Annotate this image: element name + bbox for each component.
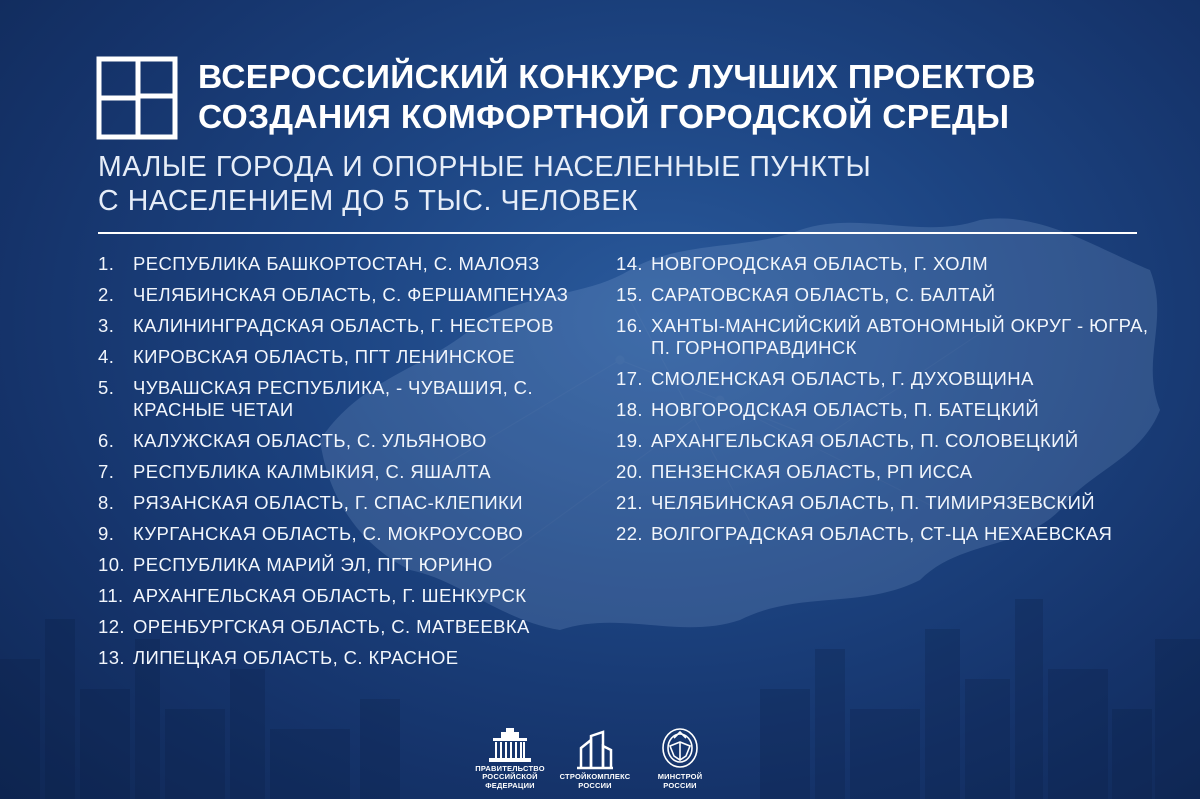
item-number: 4.	[98, 346, 115, 367]
item-number: 22.	[616, 523, 643, 544]
header-divider	[98, 232, 1137, 234]
item-number: 14.	[616, 253, 643, 274]
list-item	[616, 461, 1176, 483]
list-item	[98, 647, 608, 669]
title-line-1: ВСЕРОССИЙСКИЙ КОНКУРС ЛУЧШИХ ПРОЕКТОВ	[198, 59, 1036, 96]
list-item	[98, 315, 608, 337]
item-number: 19.	[616, 430, 643, 451]
list-item	[616, 399, 1176, 421]
list-item	[616, 284, 1176, 306]
item-number: 20.	[616, 461, 643, 482]
winners-list-right	[616, 253, 1176, 554]
item-text: НОВГОРОДСКАЯ ОБЛАСТЬ, Г. ХОЛМ	[651, 253, 989, 274]
double-headed-eagle-emblem-icon	[660, 726, 700, 770]
item-number: 12.	[98, 616, 125, 637]
item-text: НОВГОРОДСКАЯ ОБЛАСТЬ, П. БАТЕЦКИЙ	[651, 399, 1040, 420]
subtitle-line-1: МАЛЫЕ ГОРОДА И ОПОРНЫЕ НАСЕЛЕННЫЕ ПУНКТЫ	[98, 151, 872, 183]
item-number: 5.	[98, 377, 115, 398]
list-item	[616, 368, 1176, 390]
title-line-2: СОЗДАНИЯ КОМФОРТНОЙ ГОРОДСКОЙ СРЕДЫ	[198, 99, 1010, 136]
item-text: ЧЕЛЯБИНСКАЯ ОБЛАСТЬ, С. ФЕРШАМПЕНУАЗ	[133, 284, 569, 305]
item-number: 11.	[98, 585, 124, 606]
item-number: 21.	[616, 492, 643, 513]
list-item	[98, 253, 608, 275]
government-logo	[470, 728, 550, 791]
winners-list-left	[98, 253, 608, 678]
list-item	[98, 585, 608, 607]
item-text: САРАТОВСКАЯ ОБЛАСТЬ, С. БАЛТАЙ	[651, 284, 996, 305]
item-text: РЯЗАНСКАЯ ОБЛАСТЬ, Г. СПАС-КЛЕПИКИ	[133, 492, 523, 513]
list-item	[98, 430, 608, 452]
list-item	[616, 430, 1176, 452]
government-logo-caption: ПРАВИТЕЛЬСТВО РОССИЙСКОЙ ФЕДЕРАЦИИ	[475, 763, 545, 790]
list-item	[616, 492, 1176, 514]
list-item	[98, 523, 608, 545]
item-text: АРХАНГЕЛЬСКАЯ ОБЛАСТЬ, Г. ШЕНКУРСК	[133, 585, 527, 606]
stroykompleks-logo-caption: СТРОЙКОМПЛЕКС РОССИИ	[559, 772, 631, 790]
stroykompleks-buildings-icon	[575, 730, 615, 770]
list-item	[98, 461, 608, 483]
item-text: КАЛИНИНГРАДСКАЯ ОБЛАСТЬ, Г. НЕСТЕРОВ	[133, 315, 554, 336]
item-text: РЕСПУБЛИКА МАРИЙ ЭЛ, ПГТ ЮРИНО	[133, 554, 493, 575]
list-item	[98, 554, 608, 576]
list-item	[616, 253, 1176, 275]
item-text: ЧЕЛЯБИНСКАЯ ОБЛАСТЬ, П. ТИМИРЯЗЕВСКИЙ	[651, 492, 1095, 513]
item-text: РЕСПУБЛИКА БАШКОРТОСТАН, С. МАЛОЯЗ	[133, 253, 540, 274]
item-number: 7.	[98, 461, 115, 482]
list-item	[98, 377, 608, 421]
item-text: СМОЛЕНСКАЯ ОБЛАСТЬ, Г. ДУХОВЩИНА	[651, 368, 1034, 389]
list-item	[98, 346, 608, 368]
page-subtitle	[98, 150, 1098, 218]
item-number: 9.	[98, 523, 115, 544]
item-text: АРХАНГЕЛЬСКАЯ ОБЛАСТЬ, П. СОЛОВЕЦКИЙ	[651, 430, 1079, 451]
list-item	[98, 284, 608, 306]
item-text: ПЕНЗЕНСКАЯ ОБЛАСТЬ, РП ИССА	[651, 461, 973, 482]
page-title	[198, 58, 1188, 138]
item-number: 10.	[98, 554, 125, 575]
square-grid-logo-icon	[96, 56, 178, 140]
list-item	[98, 492, 608, 514]
footer-logos	[470, 710, 720, 790]
item-number: 17.	[616, 368, 643, 389]
government-building-icon	[487, 728, 533, 762]
item-text: КУРГАНСКАЯ ОБЛАСТЬ, С. МОКРОУСОВО	[133, 523, 524, 544]
item-number: 3.	[98, 315, 115, 336]
item-number: 16.	[616, 315, 643, 336]
stroykompleks-logo	[555, 730, 635, 790]
item-number: 18.	[616, 399, 643, 420]
subtitle-line-2: С НАСЕЛЕНИЕМ ДО 5 ТЫС. ЧЕЛОВЕК	[98, 185, 639, 217]
item-text: КАЛУЖСКАЯ ОБЛАСТЬ, С. УЛЬЯНОВО	[133, 430, 487, 451]
item-number: 1.	[98, 253, 115, 274]
item-number: 6.	[98, 430, 115, 451]
item-text: ЧУВАШСКАЯ РЕСПУБЛИКА, - ЧУВАШИЯ, С. КРАСНЫЕ ЧЕТАИ	[133, 377, 533, 420]
list-item	[98, 616, 608, 638]
item-number: 8.	[98, 492, 115, 513]
minstroy-logo	[640, 726, 720, 790]
item-text: ОРЕНБУРГСКАЯ ОБЛАСТЬ, С. МАТВЕЕВКА	[133, 616, 530, 637]
list-item	[616, 523, 1176, 545]
item-text: РЕСПУБЛИКА КАЛМЫКИЯ, С. ЯШАЛТА	[133, 461, 491, 482]
list-item	[616, 315, 1176, 359]
item-text: КИРОВСКАЯ ОБЛАСТЬ, ПГТ ЛЕНИНСКОЕ	[133, 346, 515, 367]
item-text: ВОЛГОГРАДСКАЯ ОБЛАСТЬ, СТ-ЦА НЕХАЕВСКАЯ	[651, 523, 1113, 544]
item-text: ЛИПЕЦКАЯ ОБЛАСТЬ, С. КРАСНОЕ	[133, 647, 459, 668]
item-number: 2.	[98, 284, 115, 305]
item-text: ХАНТЫ-МАНСИЙСКИЙ АВТОНОМНЫЙ ОКРУГ - ЮГРА, П. ГОРНОПРАВДИНСК	[651, 315, 1149, 358]
item-number: 13.	[98, 647, 125, 668]
minstroy-logo-caption: МИНСТРОЙ РОССИИ	[657, 772, 703, 790]
item-number: 15.	[616, 284, 643, 305]
